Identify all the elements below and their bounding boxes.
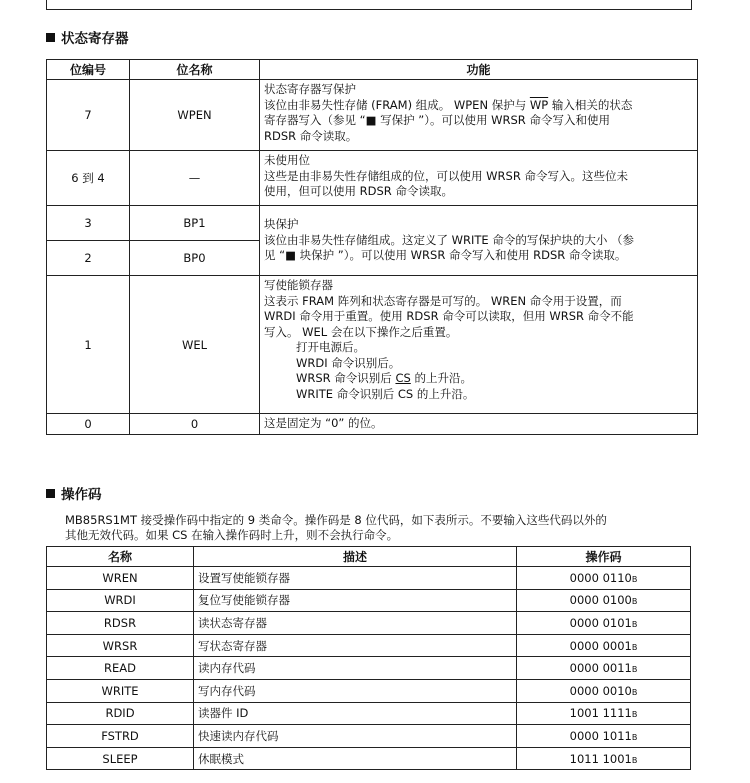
opcode-code-cell: 0000 0100B [517, 589, 691, 612]
square-bullet-icon [46, 33, 55, 42]
table-row [47, 80, 698, 151]
name-cell: BP1 [130, 206, 260, 241]
opcode-desc-cell: 读器件 ID [194, 702, 517, 725]
bit-cell: 6 到 4 [47, 151, 130, 206]
bit-cell: 3 [47, 206, 130, 241]
opcode-name-cell: WRITE [47, 679, 194, 702]
name-cell: — [130, 151, 260, 206]
opcode-name-cell: FSTRD [47, 725, 194, 748]
opcode-desc-cell: 复位写使能锁存器 [194, 589, 517, 612]
col-desc: 描述 [194, 547, 517, 567]
table-row [47, 657, 691, 680]
opcode-code-cell: 1001 1111B [517, 702, 691, 725]
table-row [47, 679, 691, 702]
opcode-code-cell: 0000 0011B [517, 657, 691, 680]
opcode-name-cell: WRSR [47, 634, 194, 657]
table-row [47, 414, 698, 435]
table-row [47, 567, 691, 590]
opcode-code-cell: 0000 0110B [517, 567, 691, 590]
opcode-desc-cell: 读状态寄存器 [194, 612, 517, 635]
table-row [47, 612, 691, 635]
opcode-code-cell: 0000 0010B [517, 679, 691, 702]
bit-cell: 0 [47, 414, 130, 435]
previous-section-frame [46, 0, 692, 10]
opcode-name-cell: WRDI [47, 589, 194, 612]
function-cell: 块保护 该位由非易失性存储组成。这定义了 WRITE 命令的写保护块的大小 （参 见 “■ 块保护 ”）。可以使用 WRSR 命令写入和使用 RDSR 命令读取。 [260, 206, 698, 276]
opcode-desc-cell: 快速读内存代码 [194, 725, 517, 748]
table-header-row [47, 547, 691, 567]
name-cell: BP0 [130, 241, 260, 276]
table-row [47, 702, 691, 725]
name-cell: WEL [130, 276, 260, 414]
table-header-row [47, 60, 698, 80]
table-row [47, 589, 691, 612]
bit-cell: 1 [47, 276, 130, 414]
opcode-intro: MB85RS1MT 接受操作码中指定的 9 类命令。操作码是 8 位代码，如下表所示。不要输入这些代码以外的 其他无效代码。如果 CS 在输入操作码时上升，则不会执行命令。 [65, 513, 607, 542]
opcode-desc-cell: 设置写使能锁存器 [194, 567, 517, 590]
opcode-name-cell: SLEEP [47, 747, 194, 770]
opcode-code-cell: 0000 0101B [517, 612, 691, 635]
opcode-heading: 操作码 [46, 487, 102, 503]
table-row [47, 276, 698, 414]
col-name: 位名称 [130, 60, 260, 80]
bit-cell: 7 [47, 80, 130, 151]
bit-cell: 2 [47, 241, 130, 276]
opcode-name-cell: RDSR [47, 612, 194, 635]
opcode-code-cell: 1011 1001B [517, 747, 691, 770]
opcode-code-cell: 0000 0001B [517, 634, 691, 657]
function-cell: 状态寄存器写保护 该位由非易失性存储 (FRAM) 组成。 WPEN 保护与 $\overline{WP}$ 输入相关的状态 寄存器写入（参见 “■ 写保护 ”）。可以使用 WRSR 命令写入和使用 RDSR 命令读取。 [260, 80, 698, 151]
status-register-table [46, 59, 698, 435]
name-cell: 0 [130, 414, 260, 435]
function-cell: 未使用位 这些是由非易失性存储组成的位，可以使用 WRSR 命令写入。这些位未 使用，但可以使用 RDSR 命令读取。 [260, 151, 698, 206]
table-row [47, 634, 691, 657]
table-row [47, 151, 698, 206]
function-cell: 写使能锁存器 这表示 FRAM 阵列和状态寄存器是可写的。 WREN 命令用于设置，而 WRDI 命令用于重置。使用 RDSR 命令可以读取，但用 WRSR 命令不能 写入。 WEL 会在以下操作之后重置。 打开电源后。 WRDI 命令识别后。 WRSR 命令识别后 CS 的上升沿。 WRITE 命令识别后 CS 的上升沿。 [260, 276, 698, 414]
table-row [47, 725, 691, 748]
table-row [47, 206, 698, 241]
opcode-name-cell: WREN [47, 567, 194, 590]
opcode-desc-cell: 读内存代码 [194, 657, 517, 680]
function-cell: 这是固定为 “0” 的位。 [260, 414, 698, 435]
col-code: 操作码 [517, 547, 691, 567]
name-cell: WPEN [130, 80, 260, 151]
opcode-name-cell: RDID [47, 702, 194, 725]
opcode-name-cell: READ [47, 657, 194, 680]
square-bullet-icon [46, 489, 55, 498]
opcode-desc-cell: 写状态寄存器 [194, 634, 517, 657]
status-register-heading: 状态寄存器 [46, 31, 129, 47]
table-row [47, 747, 691, 770]
col-name: 名称 [47, 547, 194, 567]
col-function: 功能 [260, 60, 698, 80]
opcode-desc-cell: 休眠模式 [194, 747, 517, 770]
opcode-table [46, 546, 691, 770]
opcode-desc-cell: 写内存代码 [194, 679, 517, 702]
col-bit: 位编号 [47, 60, 130, 80]
opcode-code-cell: 0000 1011B [517, 725, 691, 748]
